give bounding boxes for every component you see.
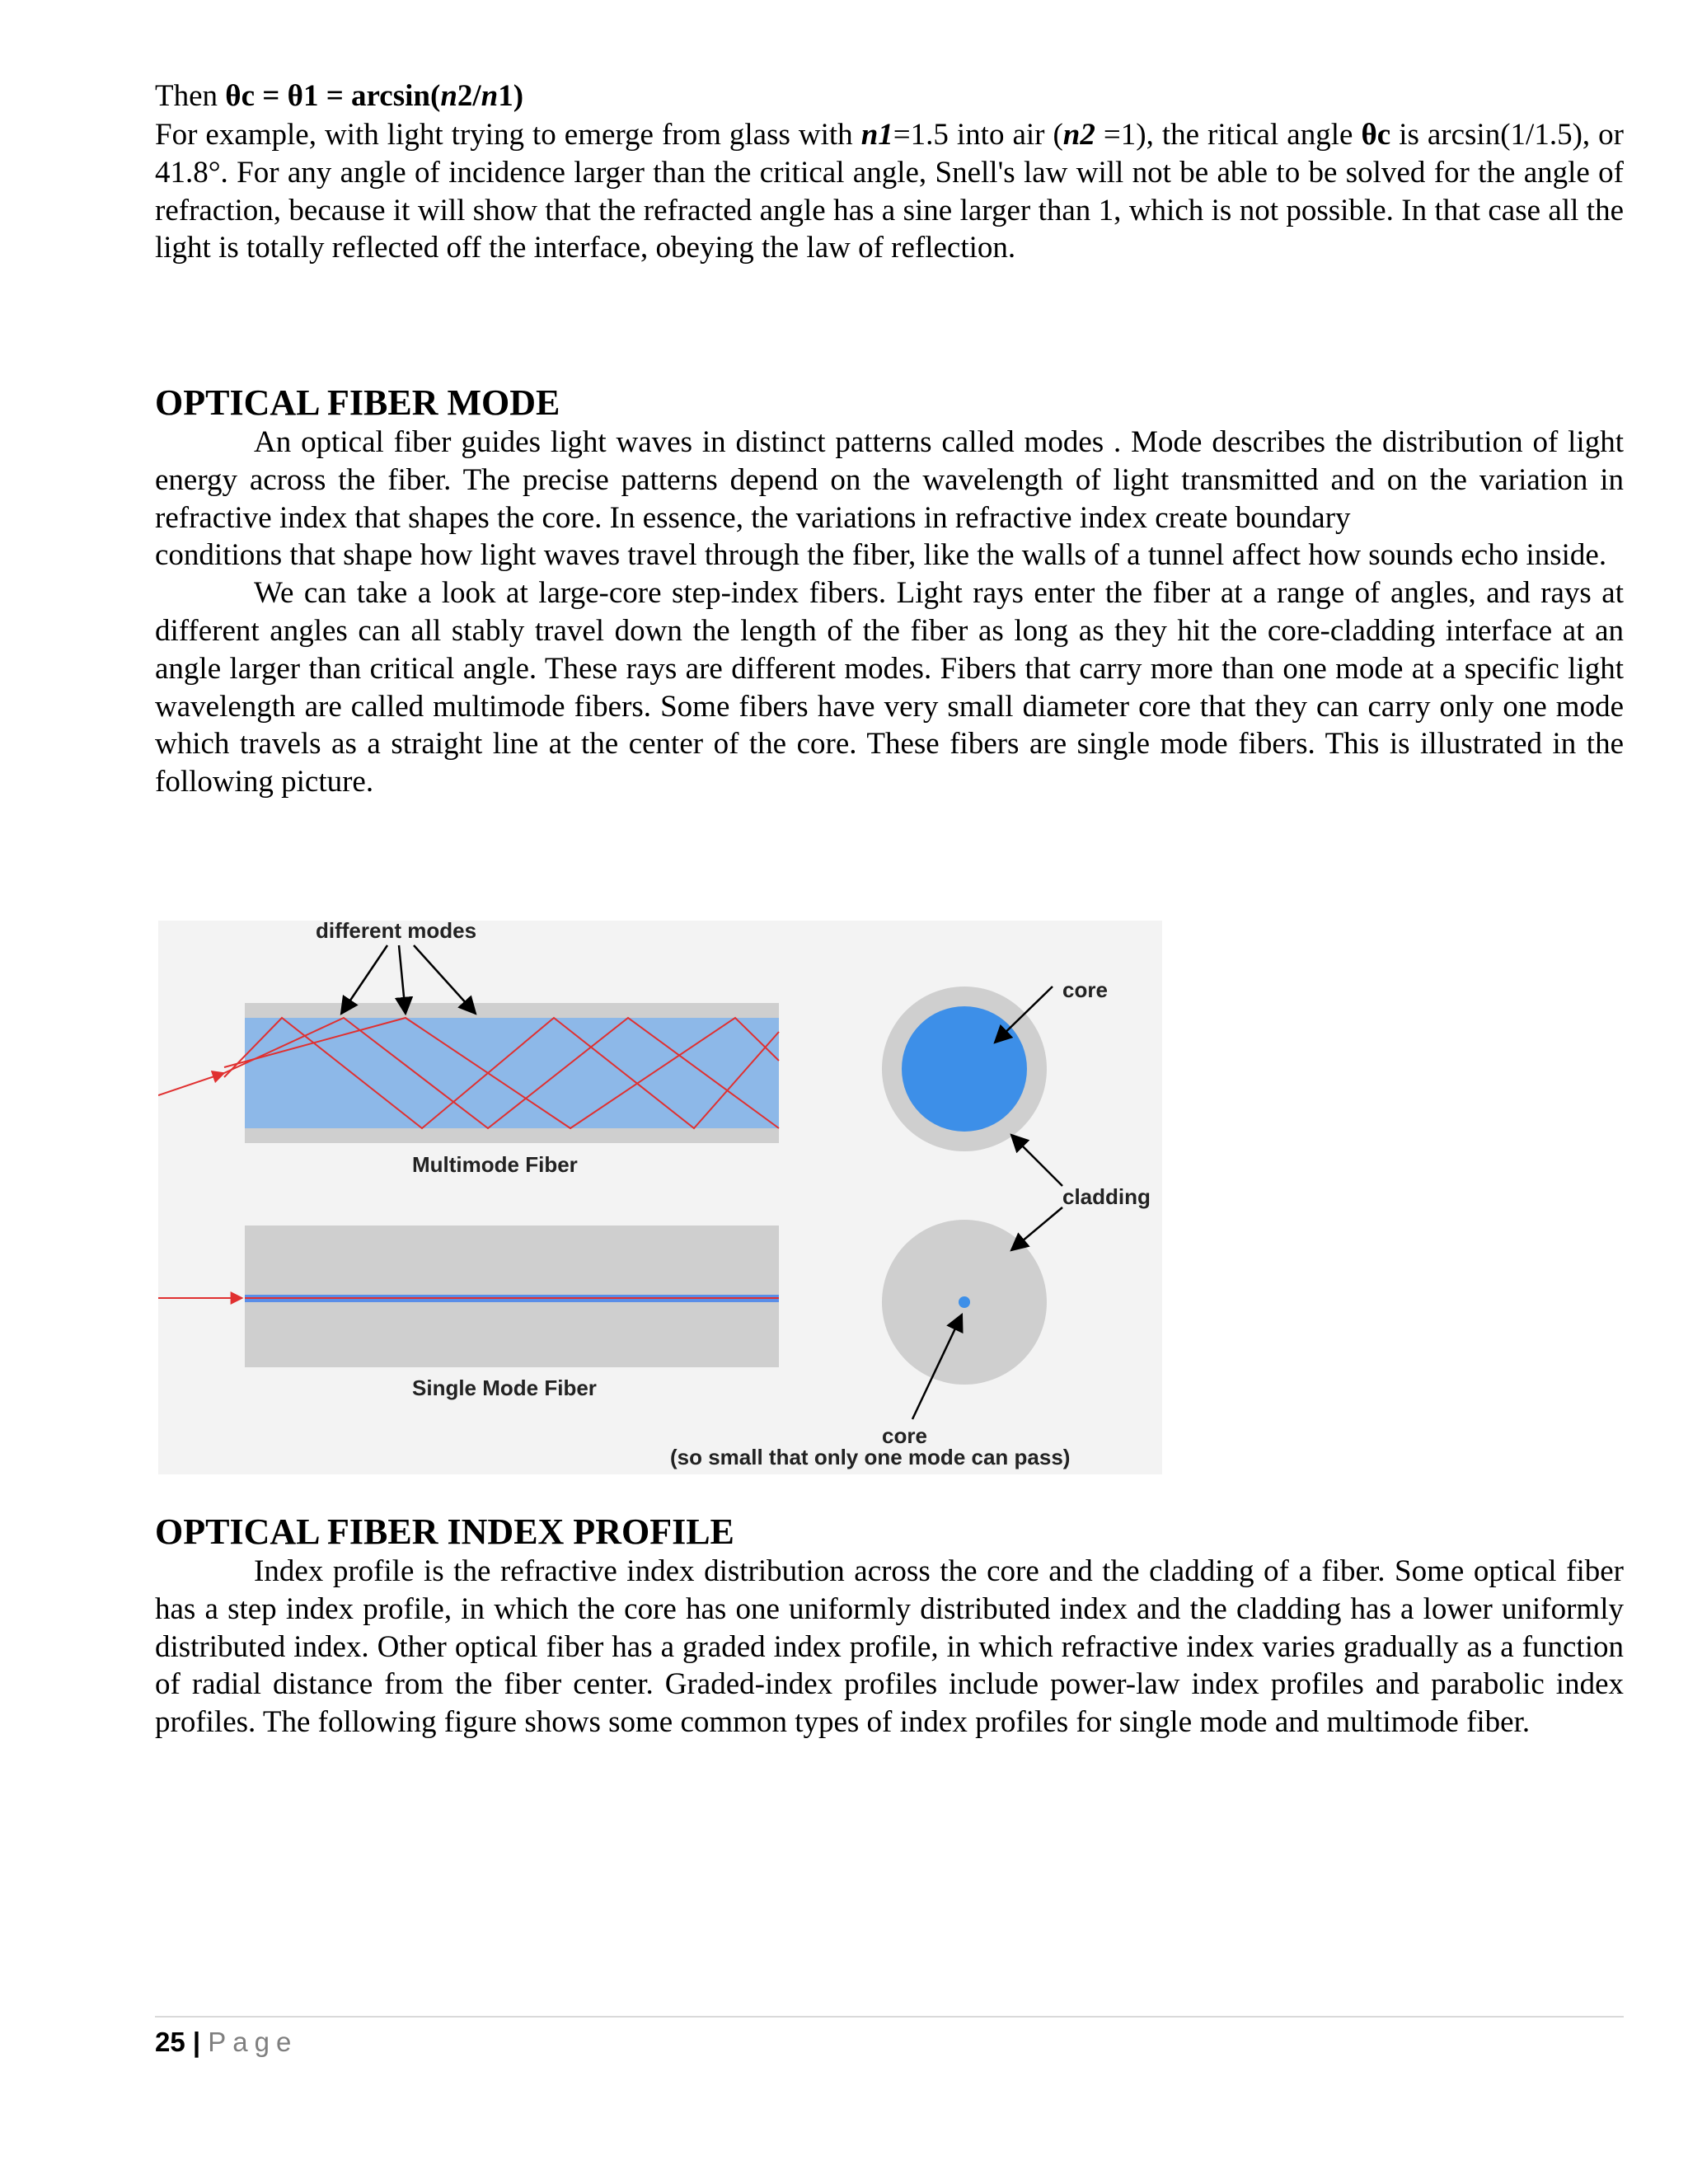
footer-divider <box>155 2016 1624 2018</box>
section-heading-index-profile: OPTICAL FIBER INDEX PROFILE <box>155 1511 734 1552</box>
section-heading-fiber-mode: OPTICAL FIBER MODE <box>155 382 560 423</box>
example-paragraph: For example, with light trying to emerge from glass with n1=1.5 into air (n2 =1), the ritical angle θc is arcsin(1/1.5), or 41.8°. For any angle of incidence larger than the critical angle, Snell's law will not be able to be solved for the angle of refraction, because it will show that the refracted angle has a sine larger than 1, which is not possible. In that case all the light is totally reflected off the interface, obeying the law of reflection. <box>155 118 1624 265</box>
core-label-top: core <box>1062 977 1108 1002</box>
fiber-modes-figure <box>158 921 1162 1474</box>
index-paragraph-1: Index profile is the refractive index distribution across the core and the cladding of a fiber. Some optical fiber has a step index profile, in which the core has one uniformly distributed index and the cladding has a lower uniformly distributed index. Other optical fiber has a graded index profile, in which refractive index varies gradually as a function of radial distance from the fiber center. Graded-index profiles include power-law index profiles and parabolic index profiles. The following figure shows some common types of index profiles for single mode and multimode fiber. <box>155 1554 1624 1740</box>
index-profile-text <box>155 1553 1624 1741</box>
multimode-label: Multimode Fiber <box>412 1152 578 1177</box>
mode-paragraph-1a: An optical fiber guides light waves in distinct patterns called modes . Mode describes the distribution of light energy across the fiber. The precise patterns depend on the wavelength of light transmitted and on the variation in refractive index that shapes the core. In essence, the variations in refractive index create boundary <box>155 425 1624 535</box>
multimode-core <box>245 1018 779 1128</box>
single-mode-cross-section-core <box>959 1296 970 1308</box>
page-word: Page <box>208 2027 298 2057</box>
fiber-mode-text <box>155 424 1624 801</box>
mode-paragraph-1b: conditions that shape how light waves travel through the fiber, like the walls of a tunnel affect how sounds echo inside. <box>155 538 1607 573</box>
single-mode-label: Single Mode Fiber <box>412 1376 597 1400</box>
mode-paragraph-2: We can take a look at large-core step-index fibers. Light rays enter the fiber at a range of angles, and rays at different angles can all stably travel down the length of the fiber as long as they hit the core-cladding interface at an angle larger than critical angle. These rays are different modes. Fibers that carry more than one mode at a specific light wavelength are called multimode fibers. Some fibers have very small diameter core that they can carry only one mode which travels as a straight line at the center of the core. These fibers are single mode fibers. This is illustrated in the following picture. <box>155 576 1624 799</box>
multimode-cross-section-core <box>902 1006 1027 1132</box>
cladding-label: cladding <box>1062 1184 1151 1209</box>
core-note-label: (so small that only one mode can pass) <box>670 1445 1071 1469</box>
page-footer: 25 | Page <box>155 2027 298 2057</box>
different-modes-label: different modes <box>316 921 477 943</box>
page-number: 25 <box>155 2027 185 2057</box>
core-label-bottom: core <box>882 1423 927 1448</box>
critical-angle-formula: Then θc = θ1 = arcsin(n2/n1) <box>155 79 524 113</box>
